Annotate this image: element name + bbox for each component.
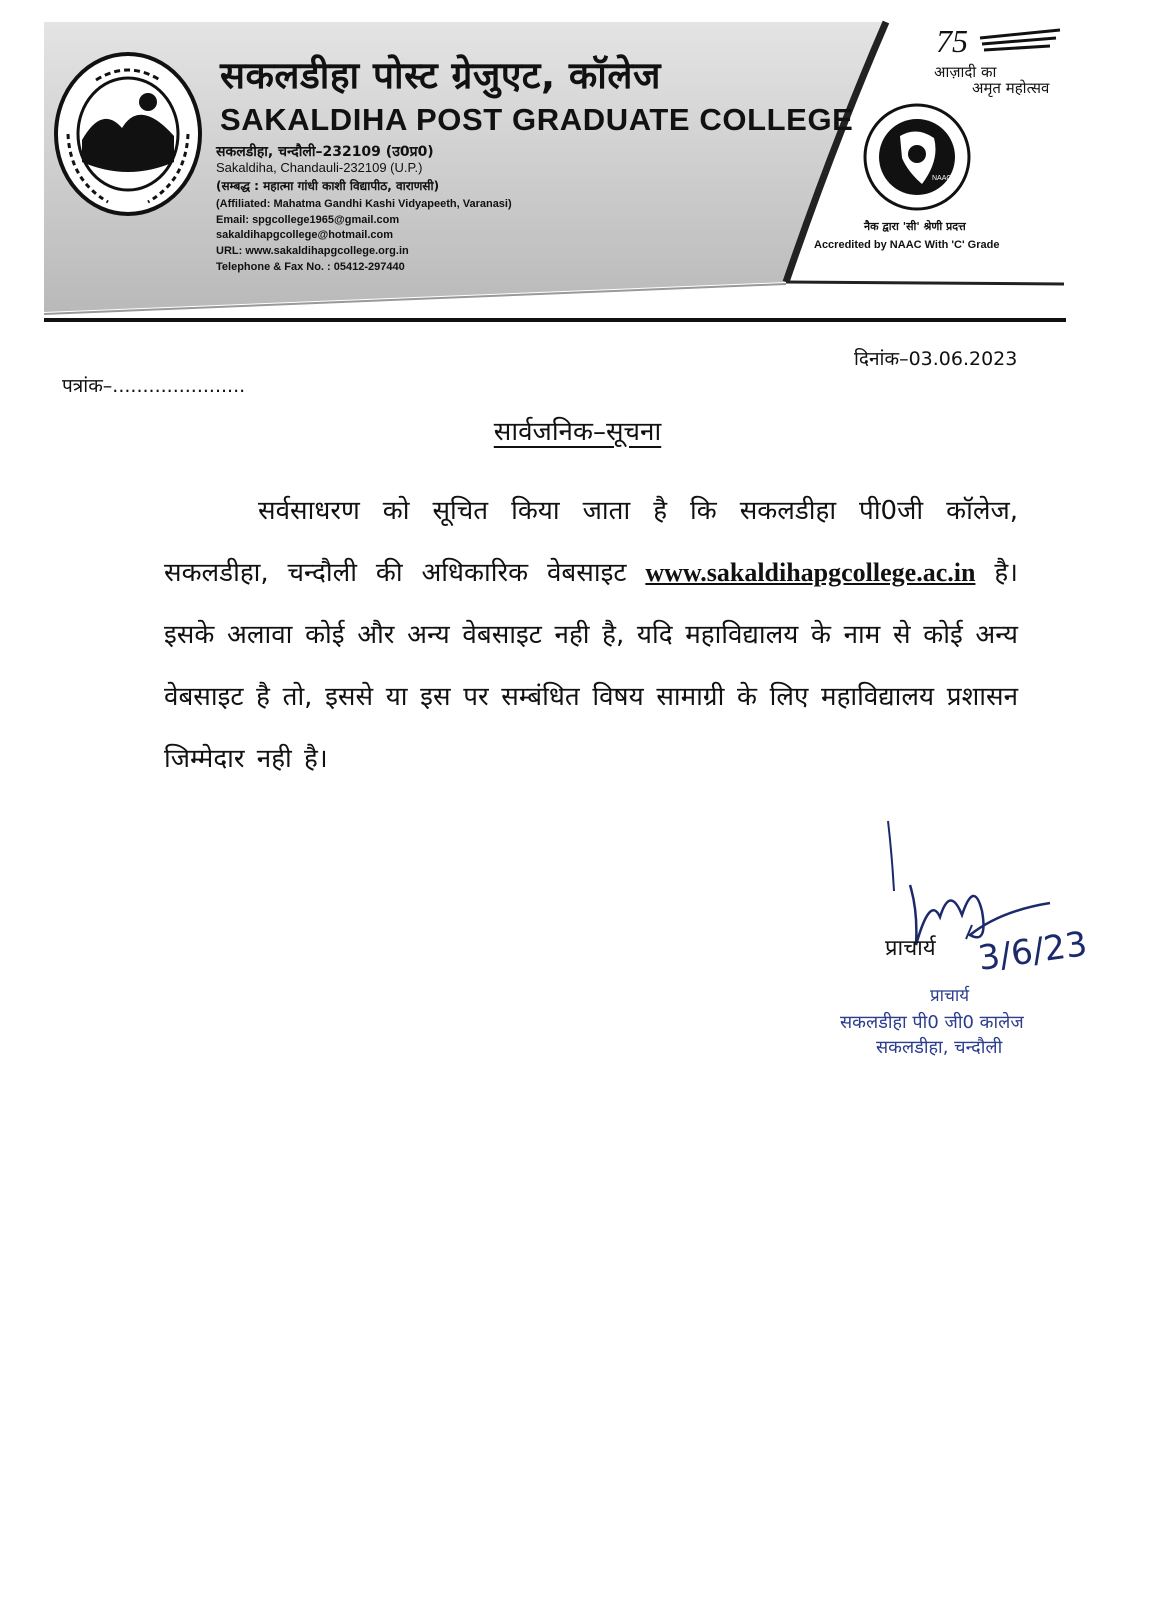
letterhead-divider xyxy=(44,318,1066,322)
college-title-hindi: सकलडीहा पोस्ट ग्रेजुएट, कॉलेज xyxy=(220,54,661,97)
principal-signature-icon xyxy=(870,815,1090,1005)
reference-number: पत्रांक–...................... xyxy=(62,375,246,397)
notice-paragraph xyxy=(164,480,1018,790)
email-secondary: sakaldihapgcollege@hotmail.com xyxy=(216,229,393,241)
college-title-english: SAKALDIHA POST GRADUATE COLLEGE xyxy=(220,102,854,137)
notice-heading xyxy=(0,412,1155,448)
naac-grade-hindi: नैक द्वारा 'सी' श्रेणी प्रदत्त xyxy=(864,220,966,233)
azadi-text-line1: आज़ादी का xyxy=(934,63,997,81)
affiliation-english: (Affiliated: Mahatma Gandhi Kashi Vidyapeeth, Varanasi) xyxy=(216,198,512,210)
notice-date: दिनांक–03.06.2023 xyxy=(854,348,1018,370)
letterhead xyxy=(44,22,1076,322)
naac-seal-icon xyxy=(862,102,972,212)
email-primary: Email: spgcollege1965@gmail.com xyxy=(216,214,400,226)
principal-title: प्राचार्य xyxy=(885,936,936,961)
stamp-college-name: सकलडीहा पी0 जी0 कालेज xyxy=(840,1012,1024,1033)
address-hindi: सकलडीहा, चन्दौली–232109 (उ0प्र0) xyxy=(216,144,434,160)
notice-body xyxy=(164,480,1018,790)
telephone-fax: Telephone & Fax No. : 05412-297440 xyxy=(216,261,405,273)
address-english: Sakaldiha, Chandauli-232109 (U.P.) xyxy=(216,160,423,175)
notice-text-after-link: है। इसके अलावा कोई और अन्य वेबसाइट नही है, यदि महाविद्यालय के नाम से कोई अन्य वेबसाइट है तो, इससे या इस पर सम्बंधित विषय सामाग्री के लिए महाविद्यालय प्रशासन जिम्मेदार नही है। xyxy=(164,558,1018,774)
affiliation-hindi: (सम्बद्ध : महात्मा गांधी काशी विद्यापीठ, वाराणसी) xyxy=(216,179,440,193)
college-logo-icon xyxy=(52,50,204,218)
stamp-location: सकलडीहा, चन्दौली xyxy=(876,1037,1003,1058)
signature-date: 3/6/23 xyxy=(975,924,1090,979)
naac-seal-text: NAAC xyxy=(932,175,952,182)
official-website-link[interactable]: www.sakaldihapgcollege.ac.in xyxy=(645,558,976,587)
notice-text-before-link: सर्वसाधरण को सूचित किया जाता है कि सकलडीहा पी0जी कॉलेज, सकलडीहा, चन्दौली की अधिकारिक वेबसाइट xyxy=(164,496,1018,588)
website-url: URL: www.sakaldihapgcollege.org.in xyxy=(216,245,409,257)
azadi-text-line2: अमृत महोत्सव xyxy=(972,79,1050,97)
notice-heading-text: सार्वजनिक–सूचना xyxy=(493,417,662,447)
stamp-designation: प्राचार्य xyxy=(930,986,970,1006)
naac-grade-english: Accredited by NAAC With 'C' Grade xyxy=(814,239,1000,251)
azadi-number: 75 xyxy=(936,23,968,59)
